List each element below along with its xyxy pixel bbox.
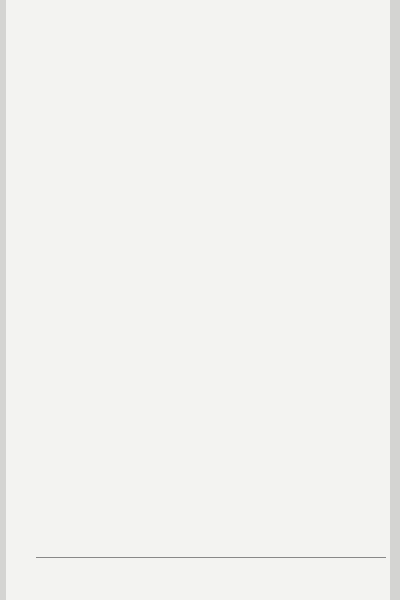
book-page bbox=[6, 0, 390, 600]
footer-divider bbox=[36, 557, 386, 558]
